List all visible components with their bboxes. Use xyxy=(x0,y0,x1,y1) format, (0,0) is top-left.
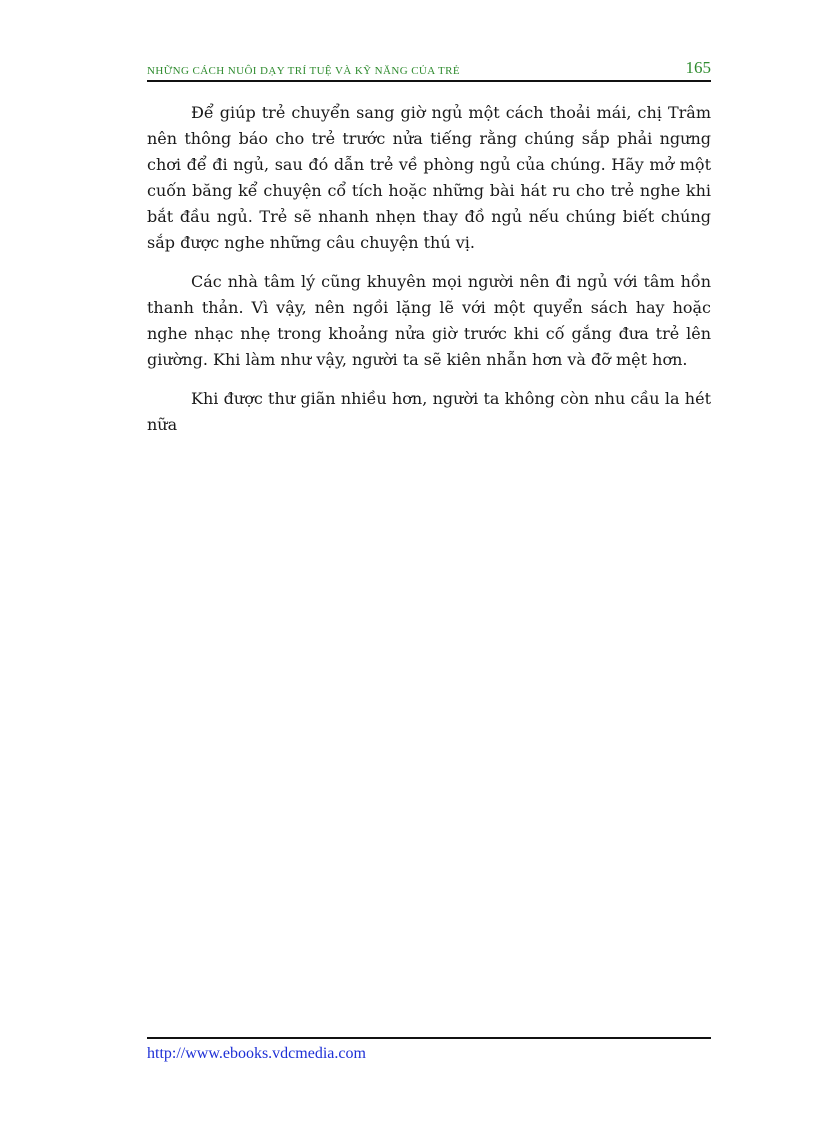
running-header-title: NHỮNG CÁCH NUÔI DẠY TRÍ TUỆ VÀ KỸ NĂNG CỦA TRẺ xyxy=(147,65,460,77)
body-text xyxy=(147,100,711,451)
page-footer xyxy=(147,1037,711,1063)
paragraph-1: Để giúp trẻ chuyển sang giờ ngủ một cách thoải mái, chị Trâm nên thông báo cho trẻ trước nửa tiếng rằng chúng sắp phải ngưng chơi để đi ngủ, sau đó dẫn trẻ về phòng ngủ của chúng. Hãy mở một cuốn băng kể chuyện cổ tích hoặc những bài hát ru cho trẻ nghe khi bắt đầu ngủ. Trẻ sẽ nhanh nhẹn thay đồ ngủ nếu chúng biết chúng sắp được nghe những câu chuyện thú vị. xyxy=(147,103,711,252)
paragraph-3: Khi được thư giãn nhiều hơn, người ta không còn nhu cầu la hét nữa xyxy=(147,389,711,434)
footer-website-link[interactable]: http://www.ebooks.vdcmedia.com xyxy=(147,1045,366,1062)
page-header xyxy=(147,58,711,82)
page-number: 165 xyxy=(685,58,711,77)
paragraph-2: Các nhà tâm lý cũng khuyên mọi người nên đi ngủ với tâm hồn thanh thản. Vì vậy, nên ngồi lặng lẽ với một quyển sách hay hoặc nghe nhạc nhẹ trong khoảng nửa giờ trước khi cố gắng đưa trẻ lên giường. Khi làm như vậy, người ta sẽ kiên nhẫn hơn và đỡ mệt hơn. xyxy=(147,272,711,369)
